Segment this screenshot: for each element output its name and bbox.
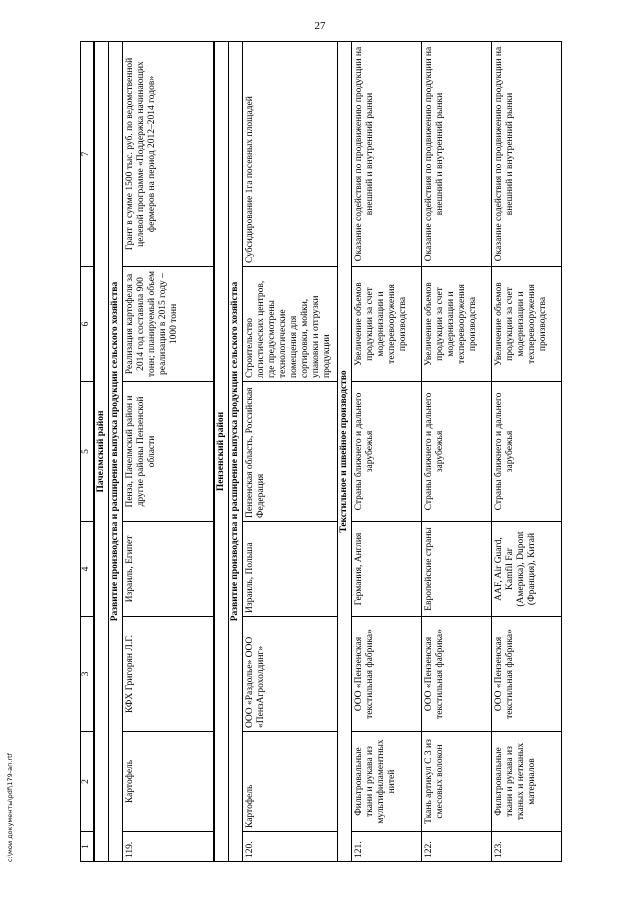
subsection-heading: Развитие производства и расширение выпуска продукции сельского хозяйства	[229, 42, 243, 862]
section-row	[338, 42, 352, 862]
district-heading: Пензенский район	[214, 42, 228, 862]
col-header: 7	[81, 42, 95, 267]
product-cell: Фильтровальные ткани и рукава из тканых и нетканых материалов	[492, 732, 562, 832]
markets-cell: Страны ближнего и дальнего зарубежья	[422, 382, 492, 522]
result-cell: Строительство логистических центров, где предусмотрены технологические помещения для сортировки, мойки, упаковки и отгрузки продукции	[243, 267, 338, 382]
industry-heading: Текстильное и швейное производство	[338, 42, 352, 862]
row-number: 122.	[422, 832, 492, 862]
row-number: 120.	[243, 832, 338, 862]
support-cell: Оказание содействия по продвижению продукции на внешний и внутренний рынки	[422, 42, 492, 267]
countries-cell: Европейские страны	[422, 522, 492, 617]
result-cell: Увеличение объемов продукции за счет модернизации и техперевооружения производства	[492, 267, 562, 382]
result-cell: Увеличение объемов продукции за счет модернизации и техперевооружения производства	[422, 267, 492, 382]
row-number: 123.	[492, 832, 562, 862]
support-cell: Грант в сумме 1500 тыс. руб. по ведомственной целевой программе «Поддержка начинающих фермеров на период 2012–2014 годов»	[122, 42, 214, 267]
countries-cell: Германия, Англия	[352, 522, 422, 617]
table-row	[352, 42, 422, 862]
section-row	[94, 42, 108, 862]
col-header: 6	[81, 267, 95, 382]
result-cell: Реализация картофеля за 2014 год составила 900 тонн; планируемый объем реализации в 2015 году – 1000 тонн	[122, 267, 214, 382]
markets-cell: Страны ближнего и дальнего зарубежья	[492, 382, 562, 522]
col-header: 1	[81, 832, 95, 862]
table-row	[243, 42, 338, 862]
countries-cell: Израиль, Польша	[243, 522, 338, 617]
col-header: 3	[81, 617, 95, 732]
countries-cell: Израиль, Египет	[122, 522, 214, 617]
markets-cell: Пенза, Пачелмский район и другие районы Пензенской области	[122, 382, 214, 522]
table-row	[122, 42, 214, 862]
support-cell: Оказание содействия по продвижению продукции на внешний и внутренний рынки	[492, 42, 562, 267]
row-number: 121.	[352, 832, 422, 862]
col-header: 4	[81, 522, 95, 617]
company-cell: ООО «Раздолье» ООО «ПензАгрохолдинг»	[243, 617, 338, 732]
rotated-table-container	[80, 42, 548, 862]
support-cell: Оказание содействия по продвижению продукции на внешний и внутренний рынки	[352, 42, 422, 267]
section-row	[229, 42, 243, 862]
row-number: 119.	[122, 832, 214, 862]
section-row	[214, 42, 228, 862]
district-heading: Пачелмский район	[94, 42, 108, 862]
company-cell: КФХ Григорян Л.Г.	[122, 617, 214, 732]
page-number: 27	[314, 20, 326, 32]
export-table	[80, 41, 562, 862]
markets-cell: Страны ближнего и дальнего зарубежья	[352, 382, 422, 522]
product-cell: Картофель	[122, 732, 214, 832]
product-cell: Фильтровальные ткани и рукава из мультифиламентных нитей	[352, 732, 422, 832]
countries-cell: AAF, Air Guard, Kamfil Far (Америка), Dupont (Франция), Китай	[492, 522, 562, 617]
company-cell: ООО «Пензенская текстильная фабрика»	[492, 617, 562, 732]
subsection-heading: Развитие производства и расширение выпуска продукции сельского хозяйства	[108, 42, 122, 862]
column-number-row	[81, 42, 95, 862]
section-row	[108, 42, 122, 862]
product-cell: Картофель	[243, 732, 338, 832]
company-cell: ООО «Пензенская текстильная фабрика»	[422, 617, 492, 732]
support-cell: Субсидирование 1га посевных площадей	[243, 42, 338, 267]
col-header: 2	[81, 732, 95, 832]
footer-file-path: c:\мои документы\pdf\179-ап.rtf	[6, 753, 14, 862]
col-header: 5	[81, 382, 95, 522]
markets-cell: Пензенская область, Российская Федерация	[243, 382, 338, 522]
table-row	[492, 42, 562, 862]
company-cell: ООО «Пензенская текстильная фабрика»	[352, 617, 422, 732]
product-cell: Ткань артикул С 3 из смесовых волокон	[422, 732, 492, 832]
table-row	[422, 42, 492, 862]
result-cell: Увеличение объемов продукции за счет модернизации и техперевооружения производства	[352, 267, 422, 382]
